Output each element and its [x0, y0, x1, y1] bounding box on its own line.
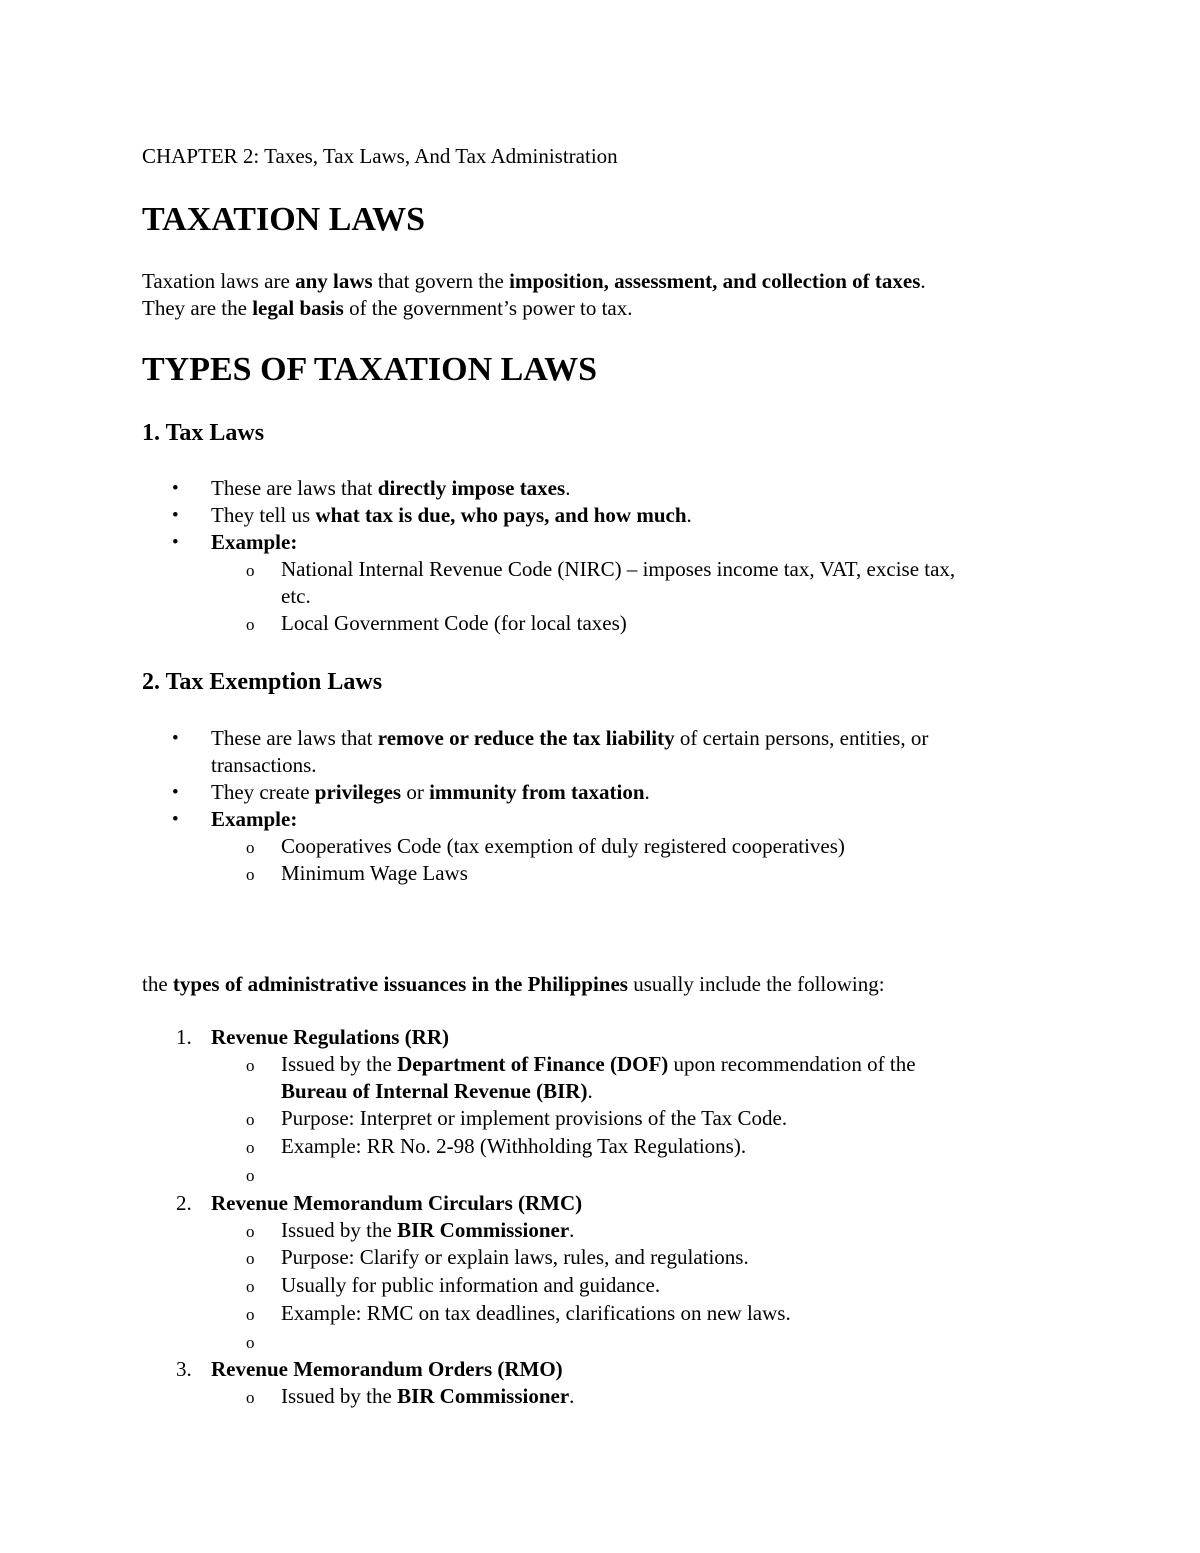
circle-bullet-icon: o [246, 615, 255, 634]
sub-list-item: Issued by the BIR Commissioner. [281, 1218, 575, 1242]
list-item: They tell us what tax is due, who pays, and how much. [211, 503, 692, 527]
title-types-of-taxation-laws: TYPES OF TAXATION LAWS [142, 351, 597, 388]
circle-bullet-icon: o [246, 1056, 255, 1075]
sub-list-item: Purpose: Interpret or implement provisions of the Tax Code. [281, 1106, 788, 1130]
circle-bullet-icon: o [246, 1388, 255, 1407]
sub-list-item: Usually for public information and guidance. [281, 1273, 661, 1297]
sub-list-item: Minimum Wage Laws [281, 861, 468, 885]
circle-bullet-icon: o [246, 838, 255, 857]
sub-list-item: Local Government Code (for local taxes) [281, 611, 627, 635]
list-number: 3. [176, 1357, 192, 1381]
circle-bullet-icon: o [246, 1138, 255, 1157]
intro-line-1: Taxation laws are any laws that govern the imposition, assessment, and collection of taxes. [142, 269, 926, 293]
list-item: They create privileges or immunity from taxation. [211, 780, 650, 804]
circle-bullet-icon: o [246, 865, 255, 884]
circle-bullet-icon: o [246, 1110, 255, 1129]
circle-bullet-icon: o [246, 1305, 255, 1324]
sub-list-item: Cooperatives Code (tax exemption of duly registered cooperatives) [281, 834, 845, 858]
list-item: Example: [211, 807, 298, 831]
section-heading-tax-exemption-laws: 2. Tax Exemption Laws [142, 669, 383, 695]
sub-list-item-continued: Bureau of Internal Revenue (BIR). [281, 1079, 593, 1103]
numbered-item-title: Revenue Regulations (RR) [211, 1025, 449, 1049]
admin-issuances-intro: the types of administrative issuances in the Philippines usually include the following: [142, 972, 885, 996]
bullet-icon: • [172, 505, 179, 526]
bullet-icon: • [172, 478, 179, 499]
intro-line-2: They are the legal basis of the government’s power to tax. [142, 296, 633, 320]
sub-list-item: Issued by the BIR Commissioner. [281, 1384, 575, 1408]
list-item-continued: transactions. [211, 753, 317, 777]
bullet-icon: • [172, 532, 179, 553]
circle-bullet-icon: o [246, 1333, 255, 1352]
list-number: 1. [176, 1025, 192, 1049]
circle-bullet-icon: o [246, 1222, 255, 1241]
circle-bullet-icon: o [246, 1249, 255, 1268]
sub-list-item: Purpose: Clarify or explain laws, rules, and regulations. [281, 1245, 749, 1269]
list-number: 2. [176, 1191, 192, 1215]
circle-bullet-icon: o [246, 1277, 255, 1296]
list-item: These are laws that remove or reduce the tax liability of certain persons, entities, or [211, 726, 929, 750]
numbered-item-title: Revenue Memorandum Circulars (RMC) [211, 1191, 583, 1215]
list-item: These are laws that directly impose taxes. [211, 476, 571, 500]
numbered-item-title: Revenue Memorandum Orders (RMO) [211, 1357, 563, 1381]
circle-bullet-icon: o [246, 1166, 255, 1185]
sub-list-item: Example: RR No. 2-98 (Withholding Tax Regulations). [281, 1134, 747, 1158]
bullet-icon: • [172, 809, 179, 830]
bullet-icon: • [172, 782, 179, 803]
bullet-icon: • [172, 728, 179, 749]
section-heading-tax-laws: 1. Tax Laws [142, 420, 265, 446]
chapter-heading: CHAPTER 2: Taxes, Tax Laws, And Tax Administration [142, 144, 618, 168]
circle-bullet-icon: o [246, 561, 255, 580]
sub-list-item: Example: RMC on tax deadlines, clarifications on new laws. [281, 1301, 791, 1325]
sub-list-item-continued: etc. [281, 584, 311, 608]
sub-list-item: National Internal Revenue Code (NIRC) – imposes income tax, VAT, excise tax, [281, 557, 956, 581]
title-taxation-laws: TAXATION LAWS [142, 201, 426, 238]
sub-list-item: Issued by the Department of Finance (DOF) upon recommendation of the [281, 1052, 916, 1076]
list-item: Example: [211, 530, 298, 554]
